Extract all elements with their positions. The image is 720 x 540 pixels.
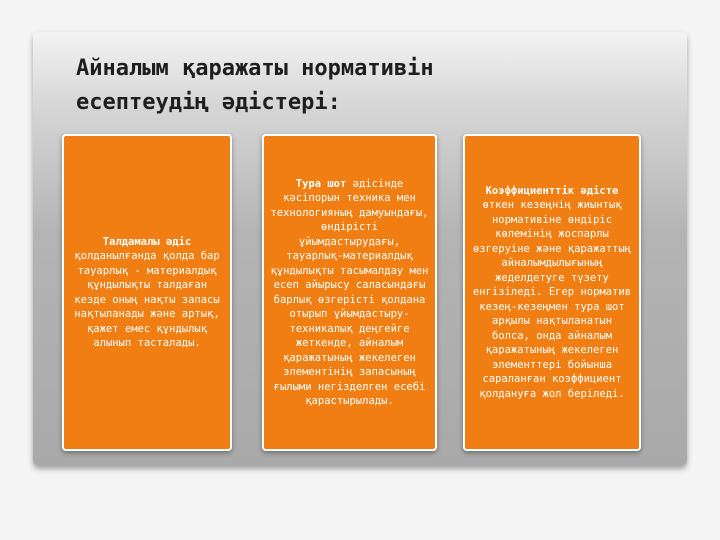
- card-heading: Коэффициенттік әдісте: [485, 184, 619, 197]
- card-analytical-method: [62, 134, 232, 451]
- card-text: [269, 177, 430, 409]
- card-body: өткен кезеңнің жиынтық нормативіне өндіріс көлемінің жоспарлы өзгеруіне және қаражаттың айналымдылығының жеделдетуге түзету енгізіледі. Егер норматив кезең-кезеңмен тура шот арқылы нақтыланатын болса, онда айналым қаражатының жекелеген элементтері бойынша сараланған коэффициент қолдануға жол беріледі.: [472, 199, 632, 400]
- card-body: әдісінде кәсіпорын техника мен технологияның дамуындағы, өндірісті ұйымдастырудағы, тауарлық-материалдық құндылықты тасымалдау мен есеп айырысу саласындағы барлық өзгерісті қолдана отырып ұйымдастыру-техникалық деңгейге жеткенде, айналым қаражатының жекелеген элементінің запасының ғылыми негізделген есебі қарастырылады.: [270, 177, 429, 407]
- card-direct-count-method: [262, 134, 437, 451]
- card-heading: Талдамалы әдіс: [102, 235, 192, 248]
- card-text: [69, 235, 225, 351]
- content-panel: [33, 32, 687, 466]
- card-text: [470, 184, 634, 402]
- slide-title: Айналым қаражаты нормативін есептеудің әдістері:: [76, 56, 434, 115]
- card-coefficient-method: [463, 134, 641, 451]
- card-heading: Тура шот: [295, 177, 347, 190]
- card-body: қолданылғанда қолда бар тауарлық - материалдық құндылықты талдаған кезде оның нақты запасы нақтыланады және артық, қажет емес құндылық алынып тасталады.: [74, 250, 220, 349]
